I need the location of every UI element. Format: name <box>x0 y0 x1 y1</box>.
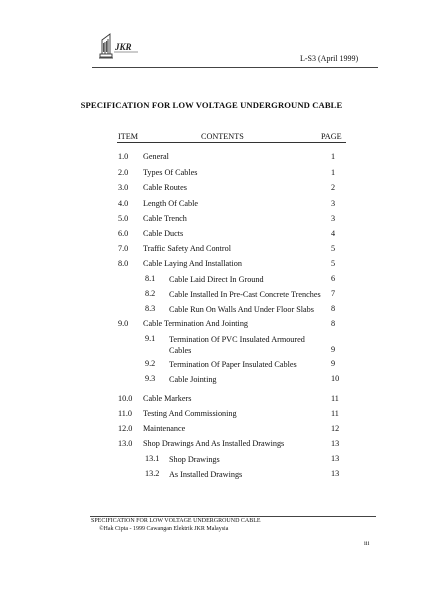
column-header-divider <box>117 142 346 143</box>
toc-item-number: 9.3 <box>145 374 156 383</box>
page-number: iii <box>364 540 370 547</box>
toc-item-title <box>143 424 185 433</box>
toc-item-number: 13.2 <box>145 469 160 478</box>
toc-item-title-line: Cable Ducts <box>143 229 184 238</box>
toc-item-number: 13.0 <box>118 439 133 448</box>
toc-item-title-line: General <box>143 152 169 161</box>
toc-item-title-line: Testing And Commissioning <box>143 409 237 418</box>
toc-item-title <box>169 274 264 285</box>
toc-item-number: 5.0 <box>118 214 129 223</box>
toc-item-title <box>169 454 220 465</box>
toc-item-title <box>143 199 198 208</box>
toc-item-number: 9.2 <box>145 359 156 368</box>
toc-item-title-line: Cable Markers <box>143 394 192 403</box>
toc-item-page: 3 <box>331 214 336 223</box>
toc-item-number: 4.0 <box>118 199 129 208</box>
toc-item-number: 8.2 <box>145 289 156 298</box>
toc-item-title <box>143 229 183 238</box>
toc-item-page: 10 <box>331 374 340 383</box>
toc-item-number: 7.0 <box>118 244 129 253</box>
column-header-page: PAGE <box>321 132 342 141</box>
toc-item-title-line: Shop Drawings <box>169 455 220 464</box>
toc-item-page: 2 <box>331 183 336 192</box>
toc-item-number: 8.3 <box>145 304 156 313</box>
toc-item-title-line: Traffic Safety And Control <box>143 244 232 253</box>
toc-item-title-line: Termination Of Paper Insulated Cables <box>169 360 297 369</box>
toc-item-title-line: Termination Of PVC Insulated Armoured <box>169 335 305 344</box>
toc-item-number: 10.0 <box>118 394 133 403</box>
toc-item-title-line: Cables <box>169 346 192 355</box>
toc-item-page: 1 <box>331 152 336 161</box>
column-header-contents: CONTENTS <box>201 132 244 141</box>
toc-item-title <box>169 374 217 385</box>
toc-item-page: 4 <box>331 229 336 238</box>
toc-item-page: 11 <box>331 394 339 403</box>
toc-item-title-line: Maintenance <box>143 424 186 433</box>
toc-item-title-line: Cable Installed In Pre-Cast Concrete Trenches <box>169 290 321 299</box>
toc-item-page: 8 <box>331 304 336 313</box>
column-header-item: ITEM <box>118 132 139 141</box>
toc-item-number: 13.1 <box>145 454 160 463</box>
toc-item-page: 5 <box>331 259 336 268</box>
toc-item-number: 9.0 <box>118 319 129 328</box>
page-title: SPECIFICATION FOR LOW VOLTAGE UNDERGROUND CABLE <box>80 100 343 110</box>
toc-item-title <box>143 319 248 328</box>
toc-item-number: 3.0 <box>118 183 129 192</box>
toc-item-page: 11 <box>331 409 339 418</box>
toc-item-page: 13 <box>331 439 340 448</box>
logo-text: JKR <box>115 42 132 52</box>
toc-item-page: 13 <box>331 454 340 463</box>
toc-item-page: 8 <box>331 319 336 328</box>
document-code: L-S3 (April 1999) <box>300 54 359 63</box>
toc-item-number: 8.0 <box>118 259 129 268</box>
toc-item-number: 6.0 <box>118 229 129 238</box>
toc-item-page: 13 <box>331 469 340 478</box>
footer-title: SPECIFICATION FOR LOW VOLTAGE UNDERGROUND CABLE <box>91 518 261 524</box>
toc-item-title <box>143 152 169 161</box>
toc-item-title <box>143 244 231 253</box>
toc-item-title <box>169 469 242 480</box>
toc-item-number: 2.0 <box>118 168 129 177</box>
toc-item-page: 6 <box>331 274 336 283</box>
toc-item-page: 1 <box>331 168 336 177</box>
toc-item-number: 11.0 <box>118 409 133 418</box>
toc-item-title <box>143 409 237 418</box>
toc-item-title-line: Cable Laid Direct In Ground <box>169 275 264 284</box>
toc-item-title-line: Cable Routes <box>143 183 187 192</box>
toc-item-title-line: Length Of Cable <box>143 199 199 208</box>
toc-item-page: 3 <box>331 199 336 208</box>
toc-item-page: 7 <box>331 289 336 298</box>
toc-item-title <box>143 214 187 223</box>
toc-item-title-line: Cable Laying And Installation <box>143 259 242 268</box>
toc-item-page: 12 <box>331 424 340 433</box>
toc-item-title <box>169 359 297 370</box>
toc-item-title-line: Cable Trench <box>143 214 187 223</box>
toc-item-title <box>143 259 242 268</box>
toc-item-title-line: Cable Jointing <box>169 375 217 384</box>
toc-item-title <box>169 304 314 315</box>
toc-item-page: 5 <box>331 244 336 253</box>
footer-divider <box>90 516 376 517</box>
toc-item-title <box>143 183 187 192</box>
toc-item-title <box>169 289 321 300</box>
footer-copyright: ©Hak Cipta - 1999 Cawangan Elektrik JKR Malaysia <box>99 526 229 532</box>
toc-item-title-line: Shop Drawings And As Installed Drawings <box>143 439 285 448</box>
toc-item-title-line: Types Of Cables <box>143 168 198 177</box>
toc-item-number: 9.1 <box>145 334 156 343</box>
toc-item-number: 8.1 <box>145 274 156 283</box>
toc-item-page: 9 <box>331 345 336 354</box>
toc-item-title-line: As Installed Drawings <box>169 470 243 479</box>
toc-item-title <box>169 334 305 356</box>
toc-item-number: 1.0 <box>118 152 129 161</box>
toc-item-title <box>143 168 197 177</box>
jkr-logo-icon <box>98 30 144 62</box>
toc-item-title <box>143 394 191 403</box>
toc-item-page: 9 <box>331 359 336 368</box>
toc-item-title-line: Cable Termination And Jointing <box>143 319 249 328</box>
toc-item-title <box>143 439 284 448</box>
toc-item-number: 12.0 <box>118 424 133 433</box>
header-divider <box>92 67 378 68</box>
toc-item-title-line: Cable Run On Walls And Under Floor Slabs <box>169 305 314 314</box>
